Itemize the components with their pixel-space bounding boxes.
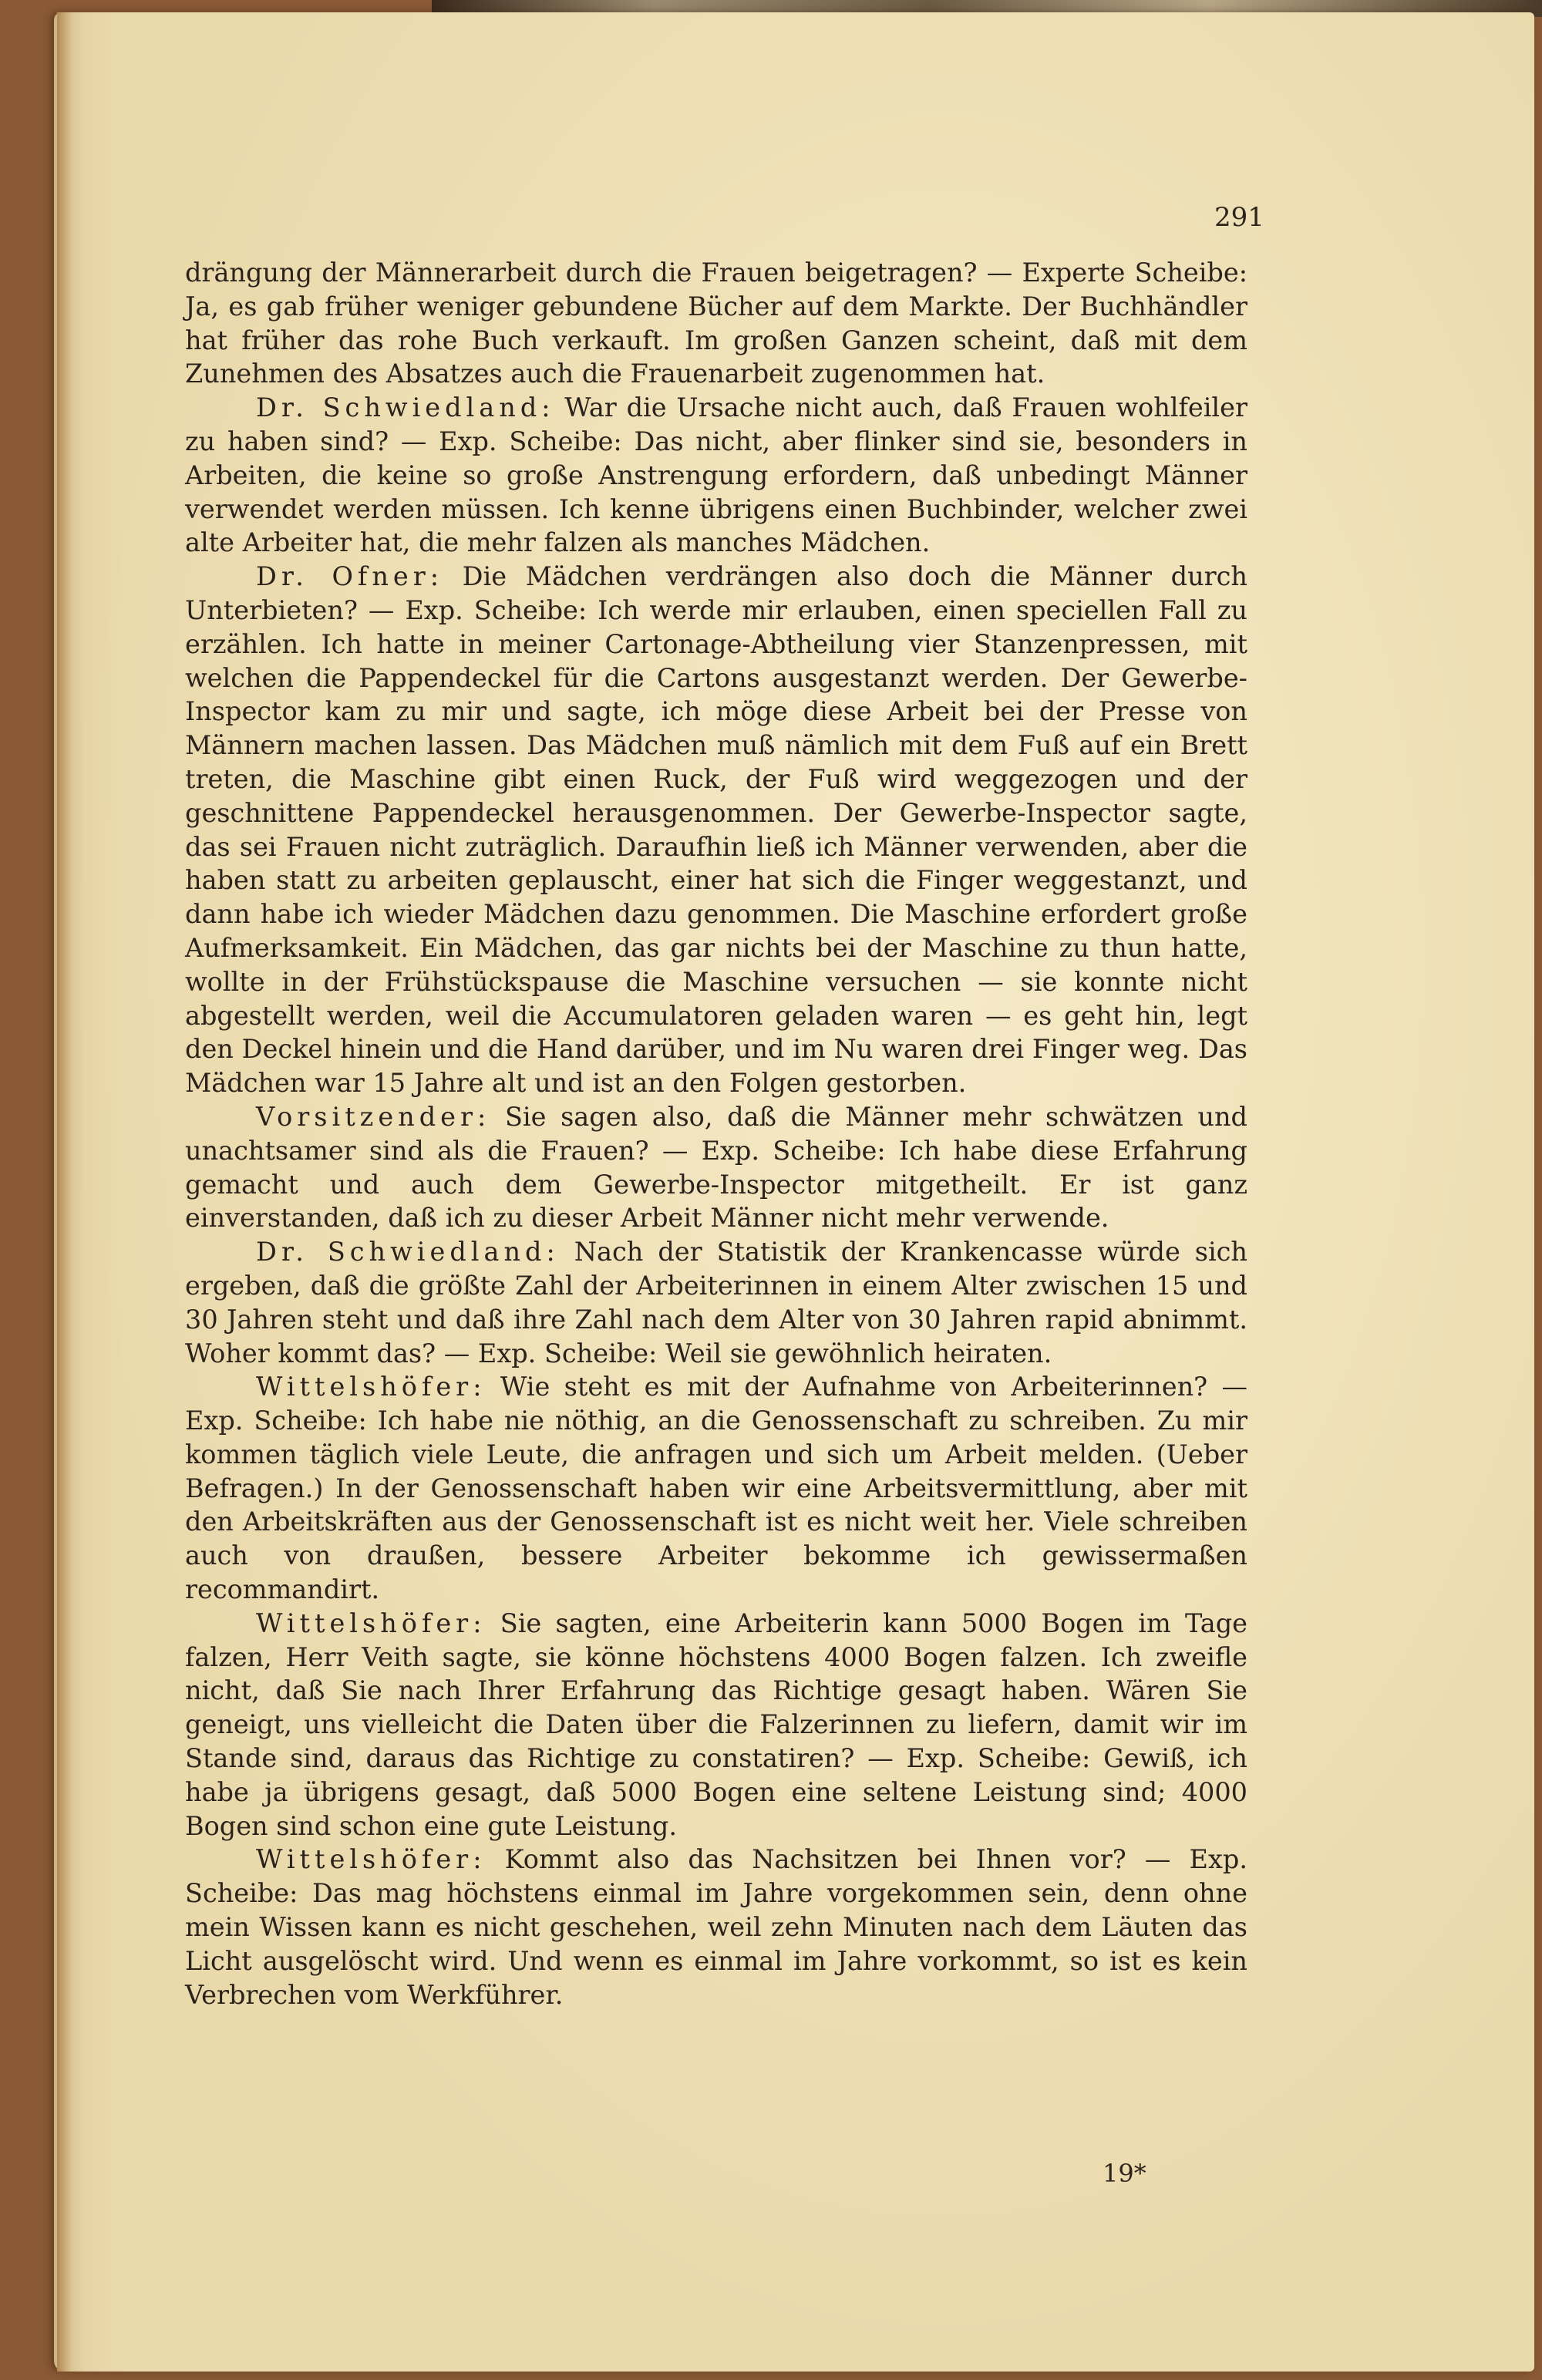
paragraph	[185, 1235, 1247, 1370]
paragraph	[185, 560, 1247, 1100]
paragraph-speaker: Dr. Ofner:	[256, 561, 444, 592]
page-number: 291	[1214, 202, 1264, 233]
paragraph	[185, 1843, 1247, 2011]
paragraph-speaker: Dr. Schwiedland:	[256, 392, 555, 423]
paragraph-text: Sie sagten, eine Arbeiterin kann 5000 Bogen im Tage falzen, Herr Veith sagte, sie könne höchstens 4000 Bogen falzen. Ich zweifle nicht, daß Sie nach Ihrer Erfahrung das Richtige gesagt haben. Wären Sie geneigt, uns vielleicht die Daten über die Falzerinnen zu liefern, damit wir im Stande sind, daraus das Richtige zu constatiren? — Exp. Scheibe: Gewiß, ich habe ja übrigens gesagt, daß 5000 Bogen eine seltene Leistung sind; 4000 Bogen sind schon eine gute Leistung.	[185, 1607, 1247, 1841]
page-gutter	[57, 12, 71, 2372]
paragraph-speaker: Wittelshöfer:	[256, 1607, 487, 1638]
paragraph-text: Kommt also das Nachsitzen bei Ihnen vor? — Exp. Scheibe: Das mag höchstens einmal im Jahre vorgekommen sein, denn ohne mein Wissen kann es nicht geschehen, weil zehn Minuten nach dem Läuten das Licht ausgelöscht wird. Und wenn es einmal im Jahre vorkommt, so ist es kein Verbrechen vom Werkführer.	[185, 1844, 1247, 2010]
body-text	[185, 256, 1247, 2011]
signature-mark: 19*	[1103, 2159, 1146, 2188]
paragraph-text: Nach der Statistik der Krankencasse würde sich ergeben, daß die größte Zahl der Arbeiterinnen in einem Alter zwischen 15 und 30 Jahren steht und daß ihre Zahl nach dem Alter von 30 Jahren rapid abnimmt. Woher kommt das? — Exp. Scheibe: Weil sie gewöhnlich heiraten.	[185, 1237, 1248, 1368]
paragraph	[185, 1370, 1247, 1607]
paragraph	[185, 256, 1247, 391]
paragraph-speaker: Vorsitzender:	[256, 1101, 491, 1132]
paragraph-text: Sie sagen also, daß die Männer mehr schwätzen und unachtsamer sind als die Frauen? — Exp. Scheibe: Ich habe diese Erfahrung gemacht und auch dem Gewerbe-Inspector mitgetheilt. Er ist ganz einverstanden, daß ich zu dieser Arbeit Männer nicht mehr verwende.	[185, 1101, 1247, 1234]
paragraph-text: Die Mädchen verdrängen also doch die Männer durch Unterbieten? — Exp. Scheibe: Ich werde mir erlauben, einen speciellen Fall zu erzählen. Ich hatte in meiner Cartonage-Abtheilung vier Stanzenpressen, mit welchen die Pappendeckel für die Cartons ausgestanzt werden. Der Gewerbe-Inspector kam zu mir und sagte, ich möge diese Arbeit bei der Presse von Männern machen lassen. Das Mädchen muß nämlich mit dem Fuß auf ein Brett treten, die Maschine gibt einen Ruck, der Fuß wird weggezogen und der geschnittene Pappendeckel herausgenommen. Der Gewerbe-Inspector sagte, das sei Frauen nicht zuträglich. Daraufhin ließ ich Männer verwenden, aber die haben statt zu arbeiten geplauscht, einer hat sich die Finger weggestanzt, und dann habe ich wieder Mädchen dazu genommen. Die Maschine erfordert große Aufmerksamkeit. Ein Mädchen, das gar nichts bei der Maschine zu thun hatte, wollte in der Frühstückspause die Maschine versuchen — sie konnte nicht abgestellt werden, weil die Accumulatoren geladen waren — es geht hin, legt den Deckel hinein und die Hand darüber, und im Nu waren drei Finger weg. Das Mädchen war 15 Jahre alt und ist an den Folgen gestorben.	[185, 561, 1248, 1099]
paragraph	[185, 391, 1247, 560]
paragraph-speaker: Wittelshöfer:	[256, 1844, 487, 1875]
paragraph-text: drängung der Männerarbeit durch die Frauen beigetragen? — Experte Scheibe: Ja, es gab früher weniger gebundene Bücher auf dem Markte. Der Buchhändler hat früher das rohe Buch verkauft. Im großen Ganzen scheint, daß mit dem Zunehmen des Absatzes auch die Frauenarbeit zugenommen hat.	[185, 258, 1247, 389]
paragraph-speaker: Dr. Schwiedland:	[256, 1237, 560, 1267]
paragraph	[185, 1607, 1247, 1843]
paragraph-text: War die Ursache nicht auch, daß Frauen wohlfeiler zu haben sind? — Exp. Scheibe: Das nicht, aber flinker sind sie, besonders in Arbeiten, die keine so große Anstrengung erfordern, daß unbedingt Männer verwendet werden müssen. Ich kenne übrigens einen Buchbinder, welcher zwei alte Arbeiter hat, die mehr falzen als manches Mädchen.	[185, 392, 1247, 558]
paragraph	[185, 1100, 1247, 1235]
paragraph-text: Wie steht es mit der Aufnahme von Arbeiterinnen? — Exp. Scheibe: Ich habe nie nöthig, an die Genossenschaft zu schreiben. Zu mir kommen täglich viele Leute, die anfragen und sich um Arbeit melden. (Ueber Befragen.) In der Genossenschaft haben wir eine Arbeitsvermittlung, aber mit den Arbeitskräften aus der Genossenschaft ist es nicht weit her. Viele schreiben auch von draußen, bessere Arbeiter bekomme ich gewissermaßen recommandirt.	[185, 1372, 1247, 1605]
paragraph-speaker: Wittelshöfer:	[256, 1372, 487, 1402]
